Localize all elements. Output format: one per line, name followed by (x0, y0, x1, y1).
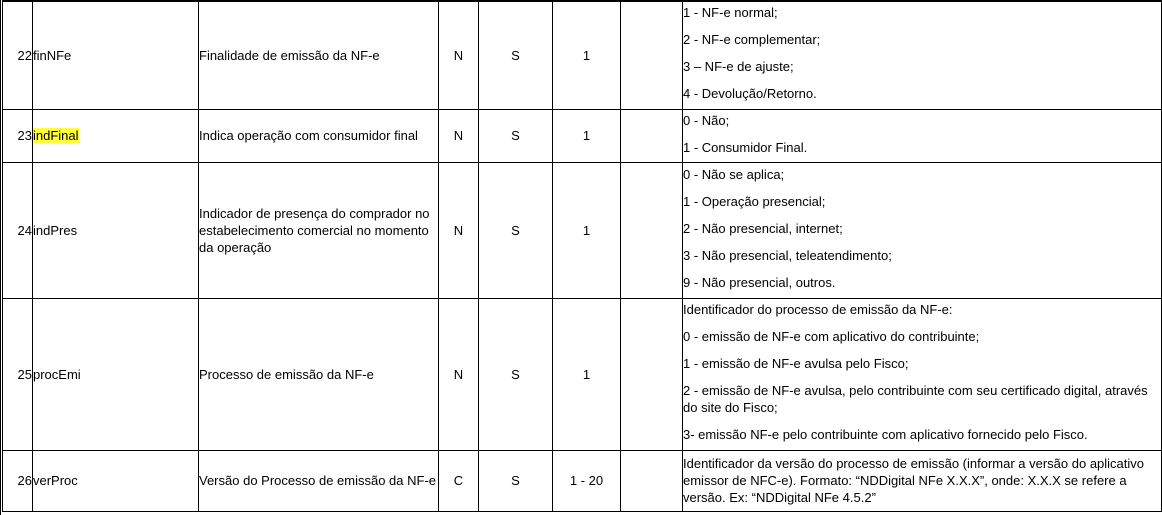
field-extra (621, 450, 683, 511)
field-spec-table (2, 0, 1162, 512)
value-item: 0 - Não; (683, 112, 730, 128)
value-item: 1 - Operação presencial; (683, 193, 826, 209)
value-item: 1 - emissão de NF-e avulsa pelo Fisco; (683, 356, 909, 371)
field-type: N (439, 298, 479, 450)
value-item: 1 - Consumidor Final. (683, 139, 808, 155)
field-name (33, 162, 199, 298)
field-values (683, 162, 1162, 298)
field-name (33, 298, 199, 450)
field-name-text: finNFe (33, 47, 72, 63)
value-item: Identificador do processo de emissão da NF-e: (683, 302, 953, 317)
field-required: S (479, 109, 553, 162)
table-row (3, 162, 1162, 298)
field-description: Processo de emissão da NF-e (199, 298, 439, 450)
row-number: 23 (3, 109, 33, 162)
row-number: 25 (3, 298, 33, 450)
field-size: 1 (553, 162, 621, 298)
field-description: Indicador de presença do comprador no estabelecimento comercial no momento da operação (199, 162, 439, 298)
row-number: 22 (3, 1, 33, 109)
field-description: Indica operação com consumidor final (199, 109, 439, 162)
field-size: 1 (553, 109, 621, 162)
field-extra (621, 162, 683, 298)
field-type: N (439, 1, 479, 109)
field-values (683, 298, 1162, 450)
field-values (683, 109, 1162, 162)
value-item: 3 - Não presencial, teleatendimento; (683, 247, 892, 263)
table-row (3, 109, 1162, 162)
field-required: S (479, 298, 553, 450)
field-size: 1 - 20 (553, 450, 621, 511)
field-type: C (439, 450, 479, 511)
value-item: 0 - emissão de NF-e com aplicativo do contribuinte; (683, 329, 980, 344)
table-row (3, 450, 1162, 511)
value-item: 2 - emissão de NF-e avulsa, pelo contribuinte com seu certificado digital, através do site do Fisco; (683, 383, 1148, 415)
field-values (683, 1, 1162, 109)
value-item: 1 - NF-e normal; (683, 5, 778, 21)
value-item: 4 - Devolução/Retorno. (683, 86, 817, 102)
field-extra (621, 1, 683, 109)
field-description: Finalidade de emissão da NF-e (199, 1, 439, 109)
value-item: Identificador da versão do processo de emissão (informar a versão do aplicativo emissor de NFC-e). Formato: “NDDigital NFe X.X.X”, onde: X.X.X se refere a versão. Ex: “NDDigital NFe 4.5.2” (683, 456, 1145, 505)
value-item: 9 - Não presencial, outros. (683, 274, 836, 290)
field-name-text: indPres (33, 222, 78, 238)
field-required: S (479, 162, 553, 298)
field-name (33, 1, 199, 109)
value-item: 2 - Não presencial, internet; (683, 220, 843, 236)
field-required: S (479, 450, 553, 511)
field-extra (621, 109, 683, 162)
field-type: N (439, 162, 479, 298)
field-name-text: verProc (33, 473, 78, 488)
field-extra (621, 298, 683, 450)
value-item: 3 – NF-e de ajuste; (683, 59, 794, 75)
table-row (3, 1, 1162, 109)
value-item: 2 - NF-e complementar; (683, 32, 821, 48)
field-values (683, 450, 1162, 511)
field-size: 1 (553, 298, 621, 450)
table-row (3, 298, 1162, 450)
field-description: Versão do Processo de emissão da NF-e (199, 450, 439, 511)
field-name (33, 450, 199, 511)
table-outer-border (0, 0, 1, 515)
field-type: N (439, 109, 479, 162)
value-item: 0 - Não se aplica; (683, 166, 785, 182)
row-number: 26 (3, 450, 33, 511)
field-size: 1 (553, 1, 621, 109)
field-name-highlighted: indFinal (33, 128, 79, 143)
field-name-text: procEmi (33, 366, 81, 382)
value-item: 3- emissão NF-e pelo contribuinte com aplicativo fornecido pelo Fisco. (683, 427, 1088, 442)
row-number: 24 (3, 162, 33, 298)
field-required: S (479, 1, 553, 109)
field-name (33, 109, 199, 162)
